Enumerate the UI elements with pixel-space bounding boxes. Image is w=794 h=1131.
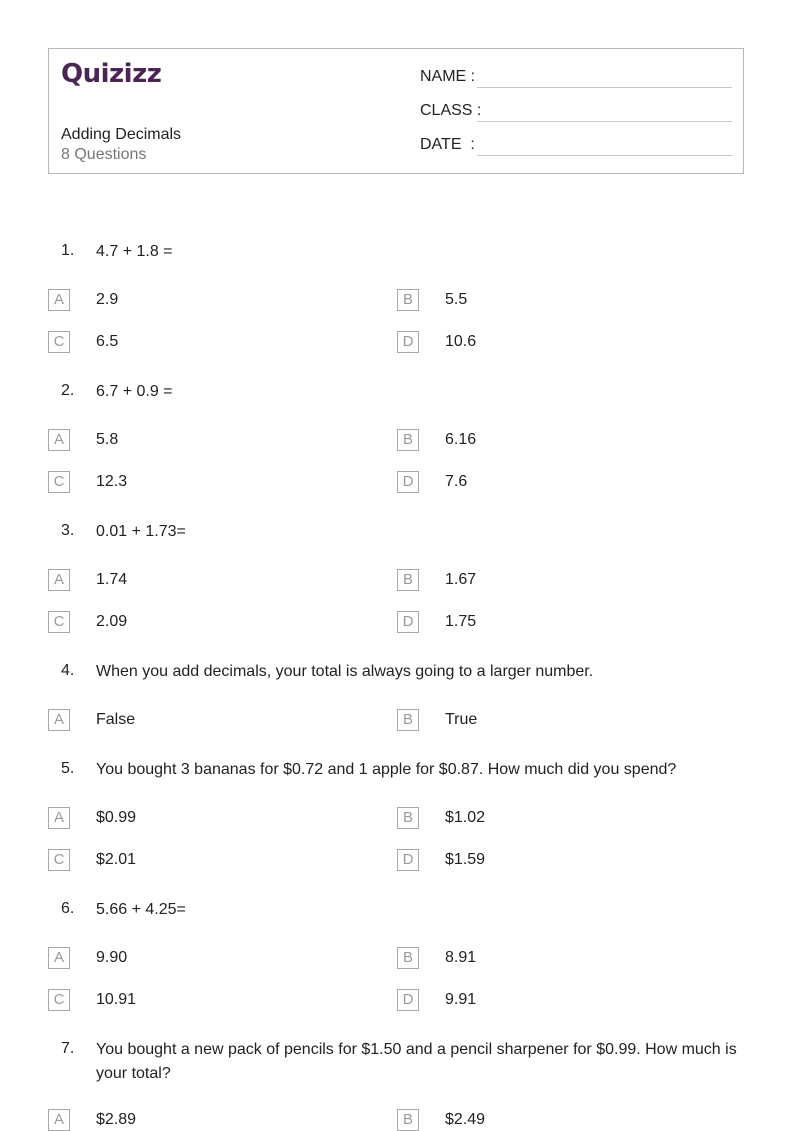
- option-b-box[interactable]: B: [397, 709, 419, 731]
- option-d-box[interactable]: D: [397, 331, 419, 353]
- question-text: You bought 3 bananas for $0.72 and 1 apple for $0.87. How much did you spend?: [96, 761, 677, 778]
- option-b-text: 6.16: [445, 431, 477, 448]
- option-a-text: 5.8: [96, 431, 119, 448]
- option-a-text: $0.99: [96, 809, 137, 826]
- option-c-text: 12.3: [96, 473, 128, 490]
- option-a-box[interactable]: A: [48, 569, 70, 591]
- option-b-text: $1.02: [445, 809, 486, 826]
- name-field[interactable]: [420, 68, 476, 86]
- option-b-box[interactable]: B: [397, 807, 419, 829]
- option-c-text: 6.5: [96, 333, 119, 350]
- question-number: 1.: [61, 242, 75, 259]
- quizizz-logo: Quizizz: [61, 59, 162, 89]
- option-b-text: True: [445, 711, 478, 728]
- option-c-box[interactable]: C: [48, 989, 70, 1011]
- option-a-box[interactable]: A: [48, 807, 70, 829]
- option-d-text: 9.91: [445, 991, 477, 1008]
- question-number: 4.: [61, 662, 75, 679]
- option-c-text: 10.91: [96, 991, 137, 1008]
- question-text: 0.01 + 1.73=: [96, 523, 186, 540]
- option-d-box[interactable]: D: [397, 989, 419, 1011]
- option-d-text: 10.6: [445, 333, 477, 350]
- option-a-box[interactable]: A: [48, 1109, 70, 1131]
- date-line[interactable]: [477, 155, 732, 156]
- question-number: 3.: [61, 522, 75, 539]
- option-a-text: 2.9: [96, 291, 119, 308]
- class-field[interactable]: [420, 102, 482, 120]
- question-text: 5.66 + 4.25=: [96, 901, 186, 918]
- question-number: 2.: [61, 382, 75, 399]
- option-a-box[interactable]: A: [48, 709, 70, 731]
- option-d-text: 1.75: [445, 613, 477, 630]
- option-a-text: $2.89: [96, 1111, 137, 1128]
- option-a-box[interactable]: A: [48, 947, 70, 969]
- question-text: When you add decimals, your total is always going to a larger number.: [96, 663, 594, 680]
- option-d-box[interactable]: D: [397, 849, 419, 871]
- option-b-box[interactable]: B: [397, 289, 419, 311]
- question-text: You bought a new pack of pencils for $1.50 and a pencil sharpener for $0.99. How much is your total?: [96, 1041, 737, 1082]
- option-d-box[interactable]: D: [397, 611, 419, 633]
- option-c-text: $2.01: [96, 851, 137, 868]
- option-a-text: 9.90: [96, 949, 128, 966]
- option-b-box[interactable]: B: [397, 1109, 419, 1131]
- option-b-box[interactable]: B: [397, 947, 419, 969]
- option-c-box[interactable]: C: [48, 611, 70, 633]
- option-d-box[interactable]: D: [397, 471, 419, 493]
- name-label: NAME :: [420, 68, 476, 85]
- option-a-text: False: [96, 711, 136, 728]
- option-b-box[interactable]: B: [397, 429, 419, 451]
- date-label: DATE :: [420, 136, 475, 153]
- question-number: 5.: [61, 760, 75, 777]
- class-label: CLASS :: [420, 102, 482, 119]
- option-b-text: $2.49: [445, 1111, 486, 1128]
- question-text: 6.7 + 0.9 =: [96, 383, 173, 400]
- option-c-box[interactable]: C: [48, 849, 70, 871]
- date-field[interactable]: [420, 136, 476, 154]
- worksheet-title: Adding Decimals: [61, 126, 182, 143]
- question-number: 7.: [61, 1040, 75, 1057]
- option-c-box[interactable]: C: [48, 331, 70, 353]
- option-d-text: $1.59: [445, 851, 486, 868]
- option-b-text: 8.91: [445, 949, 477, 966]
- option-c-text: 2.09: [96, 613, 128, 630]
- question-text: 4.7 + 1.8 =: [96, 243, 173, 260]
- question-number: 6.: [61, 900, 75, 917]
- class-line[interactable]: [477, 121, 732, 122]
- option-b-text: 1.67: [445, 571, 477, 588]
- option-b-text: 5.5: [445, 291, 468, 308]
- option-a-box[interactable]: A: [48, 289, 70, 311]
- option-b-box[interactable]: B: [397, 569, 419, 591]
- name-line[interactable]: [477, 87, 732, 88]
- worksheet-header: [48, 48, 744, 174]
- option-d-text: 7.6: [445, 473, 468, 490]
- option-a-box[interactable]: A: [48, 429, 70, 451]
- question-count: 8 Questions: [61, 146, 147, 163]
- option-c-box[interactable]: C: [48, 471, 70, 493]
- option-a-text: 1.74: [96, 571, 128, 588]
